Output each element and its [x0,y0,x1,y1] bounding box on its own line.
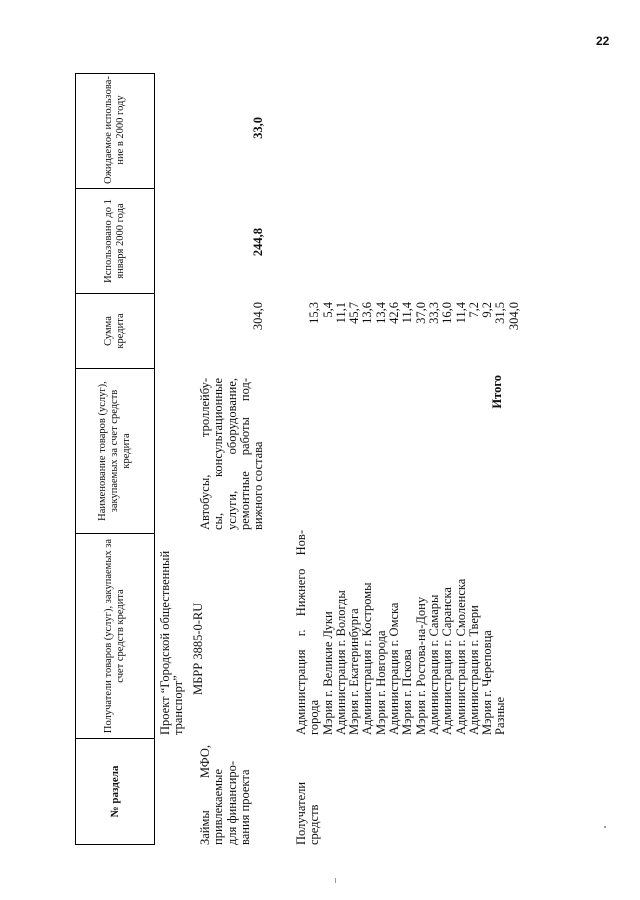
recipient-value: 15,3 [307,302,322,324]
recipient-name: Разные [493,696,508,735]
recipient-name: Администрация г. Омска [387,602,402,735]
recipient-value: 31,5 [493,302,508,324]
section-loans: Займы МФО, привлекаемые для финансиро- вания проекта [198,745,252,845]
recipient-name: Администрация г. Смоленска [453,578,468,735]
recipient-value [295,302,308,355]
recipients-list [295,530,508,735]
total-value: 304,0 [506,302,521,331]
recipient-name: Мэрия г. Великие Луки [320,611,335,735]
header-loan-sum: Сумма кредита [76,294,154,369]
page-number: 22 [596,34,610,48]
scan-speck [335,878,336,883]
project-title-line-1: Проект “Городской общественный [158,550,172,735]
total-label: Итого [490,375,504,409]
recipients-values [295,302,521,355]
header-expected-2000: Ожидаемое использование в 2000 году [76,72,154,189]
recipient-value: 11,4 [400,302,415,324]
recipient-name: Мэрия г. Екатеринбурга [347,608,362,735]
recipient-name: Мэрия г. Ростова-на-Дону [413,596,428,735]
recipient-name: Администрация г. Самары [426,594,441,735]
recipient-value: 5,4 [320,302,335,318]
project-expected: 33,0 [251,117,265,139]
recipient-value: 11,1 [333,302,348,324]
project-title-line-2: транспорт” [171,675,185,735]
recipient-value: 45,7 [347,302,362,324]
recipient-name: Мэрия г. Новгорода [373,630,388,735]
recipient-value: 37,0 [413,302,428,324]
header-section-no: № раздела [109,765,121,818]
header-used-before-2000: Использовано до 1 января 2000 года [76,189,154,294]
project-used: 244,8 [251,228,265,257]
recipient-value: 16,0 [440,302,455,324]
recipient-value: 9,2 [480,302,495,318]
header-goods: Наименование товаров (услуг), закупаемых за счет средств кредита [76,369,154,534]
recipient-name: Администрация г. Вологды [333,590,348,735]
goods-description: Автобусы, троллейбу- сы, консультационные услуги, оборудование, ремонтные работы под- вижного состава [198,378,266,530]
recipient-name: Мэрия г. Череповца [480,630,495,735]
recipient-name: Мэрия г. Пскова [400,649,415,735]
recipient-value: 11,4 [453,302,468,324]
recipient-name: Администрация г. Нижнего Нов- [294,530,308,735]
recipient-value: 42,6 [387,302,402,324]
project-sum: 304,0 [251,302,265,331]
rotated-table-page [75,55,620,845]
recipient-value: 13,6 [360,302,375,324]
project-code: МБРР 3885-0-RU [191,602,205,695]
recipient-value: 7,2 [466,302,481,318]
table-header [75,73,155,845]
recipient-value: 13,4 [373,302,388,324]
recipient-value: 33,3 [426,302,441,324]
section-recipients: Получатели средств [294,781,322,845]
recipient-name: Администрация г. Костромы [360,582,375,735]
recipient-name: города [307,699,322,735]
header-recipients: Получатели товаров (услуг), закупаемых за счет средств кредита [76,534,154,739]
recipient-name: Администрация г. Твери [466,605,481,735]
recipient-name: Администрация г. Саранска [440,587,455,735]
